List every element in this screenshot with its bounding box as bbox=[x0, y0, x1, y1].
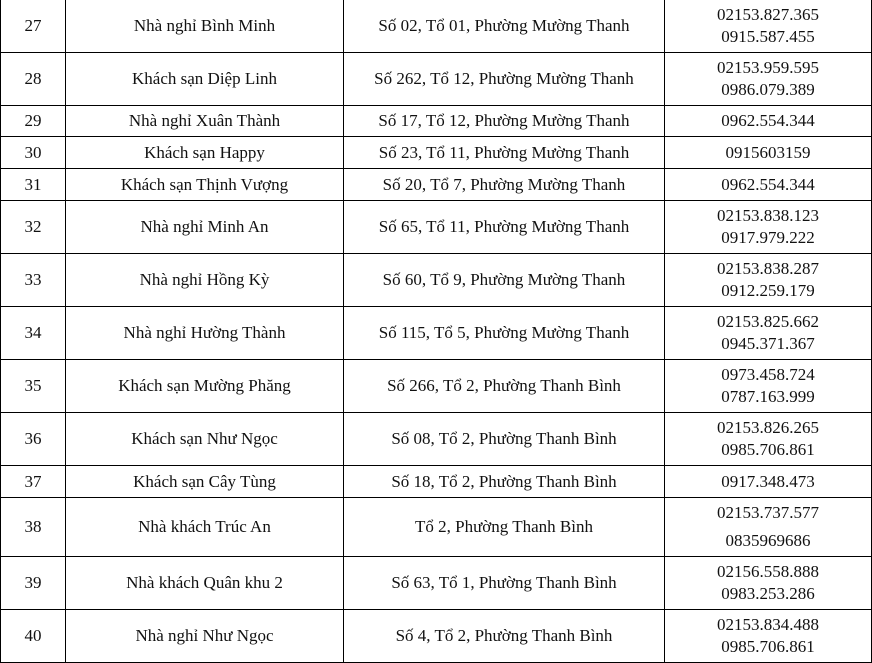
phone-cell bbox=[665, 137, 872, 169]
table-row bbox=[1, 137, 872, 169]
phone-number: 0973.458.724 bbox=[721, 365, 815, 384]
row-number-cell: 40 bbox=[1, 610, 66, 663]
row-number-cell: 29 bbox=[1, 106, 66, 137]
table-row bbox=[1, 169, 872, 201]
row-number-cell: 38 bbox=[1, 498, 66, 557]
phone-cell bbox=[665, 557, 872, 610]
establishment-name-cell: Nhà nghỉ Hồng Kỳ bbox=[66, 254, 344, 307]
phone-cell bbox=[665, 0, 872, 53]
row-number-cell: 35 bbox=[1, 360, 66, 413]
establishment-name-cell: Nhà khách Quân khu 2 bbox=[66, 557, 344, 610]
table-row bbox=[1, 307, 872, 360]
phone-number: 0985.706.861 bbox=[721, 440, 815, 459]
address-cell: Số 60, Tổ 9, Phường Mường Thanh bbox=[344, 254, 665, 307]
row-number-cell: 33 bbox=[1, 254, 66, 307]
establishment-name-cell: Khách sạn Cây Tùng bbox=[66, 466, 344, 498]
row-number-cell: 27 bbox=[1, 0, 66, 53]
table-row bbox=[1, 53, 872, 106]
establishment-name-cell: Nhà khách Trúc An bbox=[66, 498, 344, 557]
phone-cell bbox=[665, 610, 872, 663]
phone-number: 0945.371.367 bbox=[721, 334, 815, 353]
phone-number: 0915603159 bbox=[725, 142, 811, 162]
table-row bbox=[1, 360, 872, 413]
table-row bbox=[1, 0, 872, 53]
phone-number: 0915.587.455 bbox=[721, 26, 815, 46]
phone-number: 0917.348.473 bbox=[721, 471, 815, 491]
phone-number: 0985.706.861 bbox=[721, 637, 815, 656]
establishment-name-cell: Nhà nghỉ Như Ngọc bbox=[66, 610, 344, 663]
address-cell: Số 18, Tổ 2, Phường Thanh Bình bbox=[344, 466, 665, 498]
address-cell: Tổ 2, Phường Thanh Bình bbox=[344, 498, 665, 557]
address-cell: Số 115, Tổ 5, Phường Mường Thanh bbox=[344, 307, 665, 360]
table-row bbox=[1, 610, 872, 663]
address-cell: Số 63, Tổ 1, Phường Thanh Bình bbox=[344, 557, 665, 610]
address-cell: Số 08, Tổ 2, Phường Thanh Bình bbox=[344, 413, 665, 466]
table-row bbox=[1, 498, 872, 557]
table-row bbox=[1, 557, 872, 610]
row-number-cell: 34 bbox=[1, 307, 66, 360]
phone-number: 0787.163.999 bbox=[721, 387, 815, 406]
establishment-name-cell: Nhà nghỉ Hường Thành bbox=[66, 307, 344, 360]
establishment-name-cell: Khách sạn Như Ngọc bbox=[66, 413, 344, 466]
phone-number: 02156.558.888 bbox=[717, 562, 819, 581]
address-cell: Số 266, Tổ 2, Phường Thanh Bình bbox=[344, 360, 665, 413]
phone-number: 0983.253.286 bbox=[721, 584, 815, 603]
address-cell: Số 4, Tổ 2, Phường Thanh Bình bbox=[344, 610, 665, 663]
phone-number: 02153.826.265 bbox=[717, 418, 819, 437]
row-number-cell: 28 bbox=[1, 53, 66, 106]
phone-number: 0912.259.179 bbox=[721, 281, 815, 300]
row-number-cell: 37 bbox=[1, 466, 66, 498]
phone-number: 02153.825.662 bbox=[717, 312, 819, 331]
establishment-name-cell: Nhà nghỉ Minh An bbox=[66, 201, 344, 254]
table-row bbox=[1, 201, 872, 254]
row-number-cell: 36 bbox=[1, 413, 66, 466]
phone-cell bbox=[665, 466, 872, 498]
address-cell: Số 262, Tổ 12, Phường Mường Thanh bbox=[344, 53, 665, 106]
phone-number: 02153.838.123 bbox=[717, 206, 819, 225]
phone-number: 0835969686 bbox=[725, 531, 811, 550]
establishment-name-cell: Khách sạn Thịnh Vượng bbox=[66, 169, 344, 201]
address-cell: Số 02, Tổ 01, Phường Mường Thanh bbox=[344, 0, 665, 53]
row-number-cell: 30 bbox=[1, 137, 66, 169]
table-row bbox=[1, 466, 872, 498]
phone-number: 02153.827.365 bbox=[717, 4, 819, 24]
phone-number: 02153.959.595 bbox=[717, 58, 819, 77]
phone-number: 0962.554.344 bbox=[721, 174, 815, 194]
table-row bbox=[1, 413, 872, 466]
address-cell: Số 20, Tổ 7, Phường Mường Thanh bbox=[344, 169, 665, 201]
phone-cell bbox=[665, 413, 872, 466]
phone-cell bbox=[665, 53, 872, 106]
row-number-cell: 39 bbox=[1, 557, 66, 610]
row-number-cell: 32 bbox=[1, 201, 66, 254]
phone-cell bbox=[665, 201, 872, 254]
table-body bbox=[1, 0, 872, 663]
phone-cell bbox=[665, 254, 872, 307]
establishment-name-cell: Nhà nghỉ Bình Minh bbox=[66, 0, 344, 53]
establishment-name-cell: Khách sạn Happy bbox=[66, 137, 344, 169]
phone-number: 0986.079.389 bbox=[721, 80, 815, 99]
address-cell: Số 17, Tổ 12, Phường Mường Thanh bbox=[344, 106, 665, 137]
phone-number: 02153.838.287 bbox=[717, 259, 819, 278]
establishment-name-cell: Khách sạn Diệp Linh bbox=[66, 53, 344, 106]
phone-number: 0917.979.222 bbox=[721, 228, 815, 247]
row-number-cell: 31 bbox=[1, 169, 66, 201]
phone-number: 02153.737.577 bbox=[717, 503, 819, 522]
phone-cell bbox=[665, 360, 872, 413]
phone-cell bbox=[665, 169, 872, 201]
phone-number: 02153.834.488 bbox=[717, 615, 819, 634]
establishment-name-cell: Khách sạn Mường Phăng bbox=[66, 360, 344, 413]
table-row bbox=[1, 106, 872, 137]
phone-cell bbox=[665, 106, 872, 137]
phone-number: 0962.554.344 bbox=[721, 111, 815, 130]
address-cell: Số 23, Tổ 11, Phường Mường Thanh bbox=[344, 137, 665, 169]
address-cell: Số 65, Tổ 11, Phường Mường Thanh bbox=[344, 201, 665, 254]
phone-cell bbox=[665, 307, 872, 360]
table-row bbox=[1, 254, 872, 307]
phone-cell bbox=[665, 498, 872, 557]
establishment-name-cell: Nhà nghỉ Xuân Thành bbox=[66, 106, 344, 137]
